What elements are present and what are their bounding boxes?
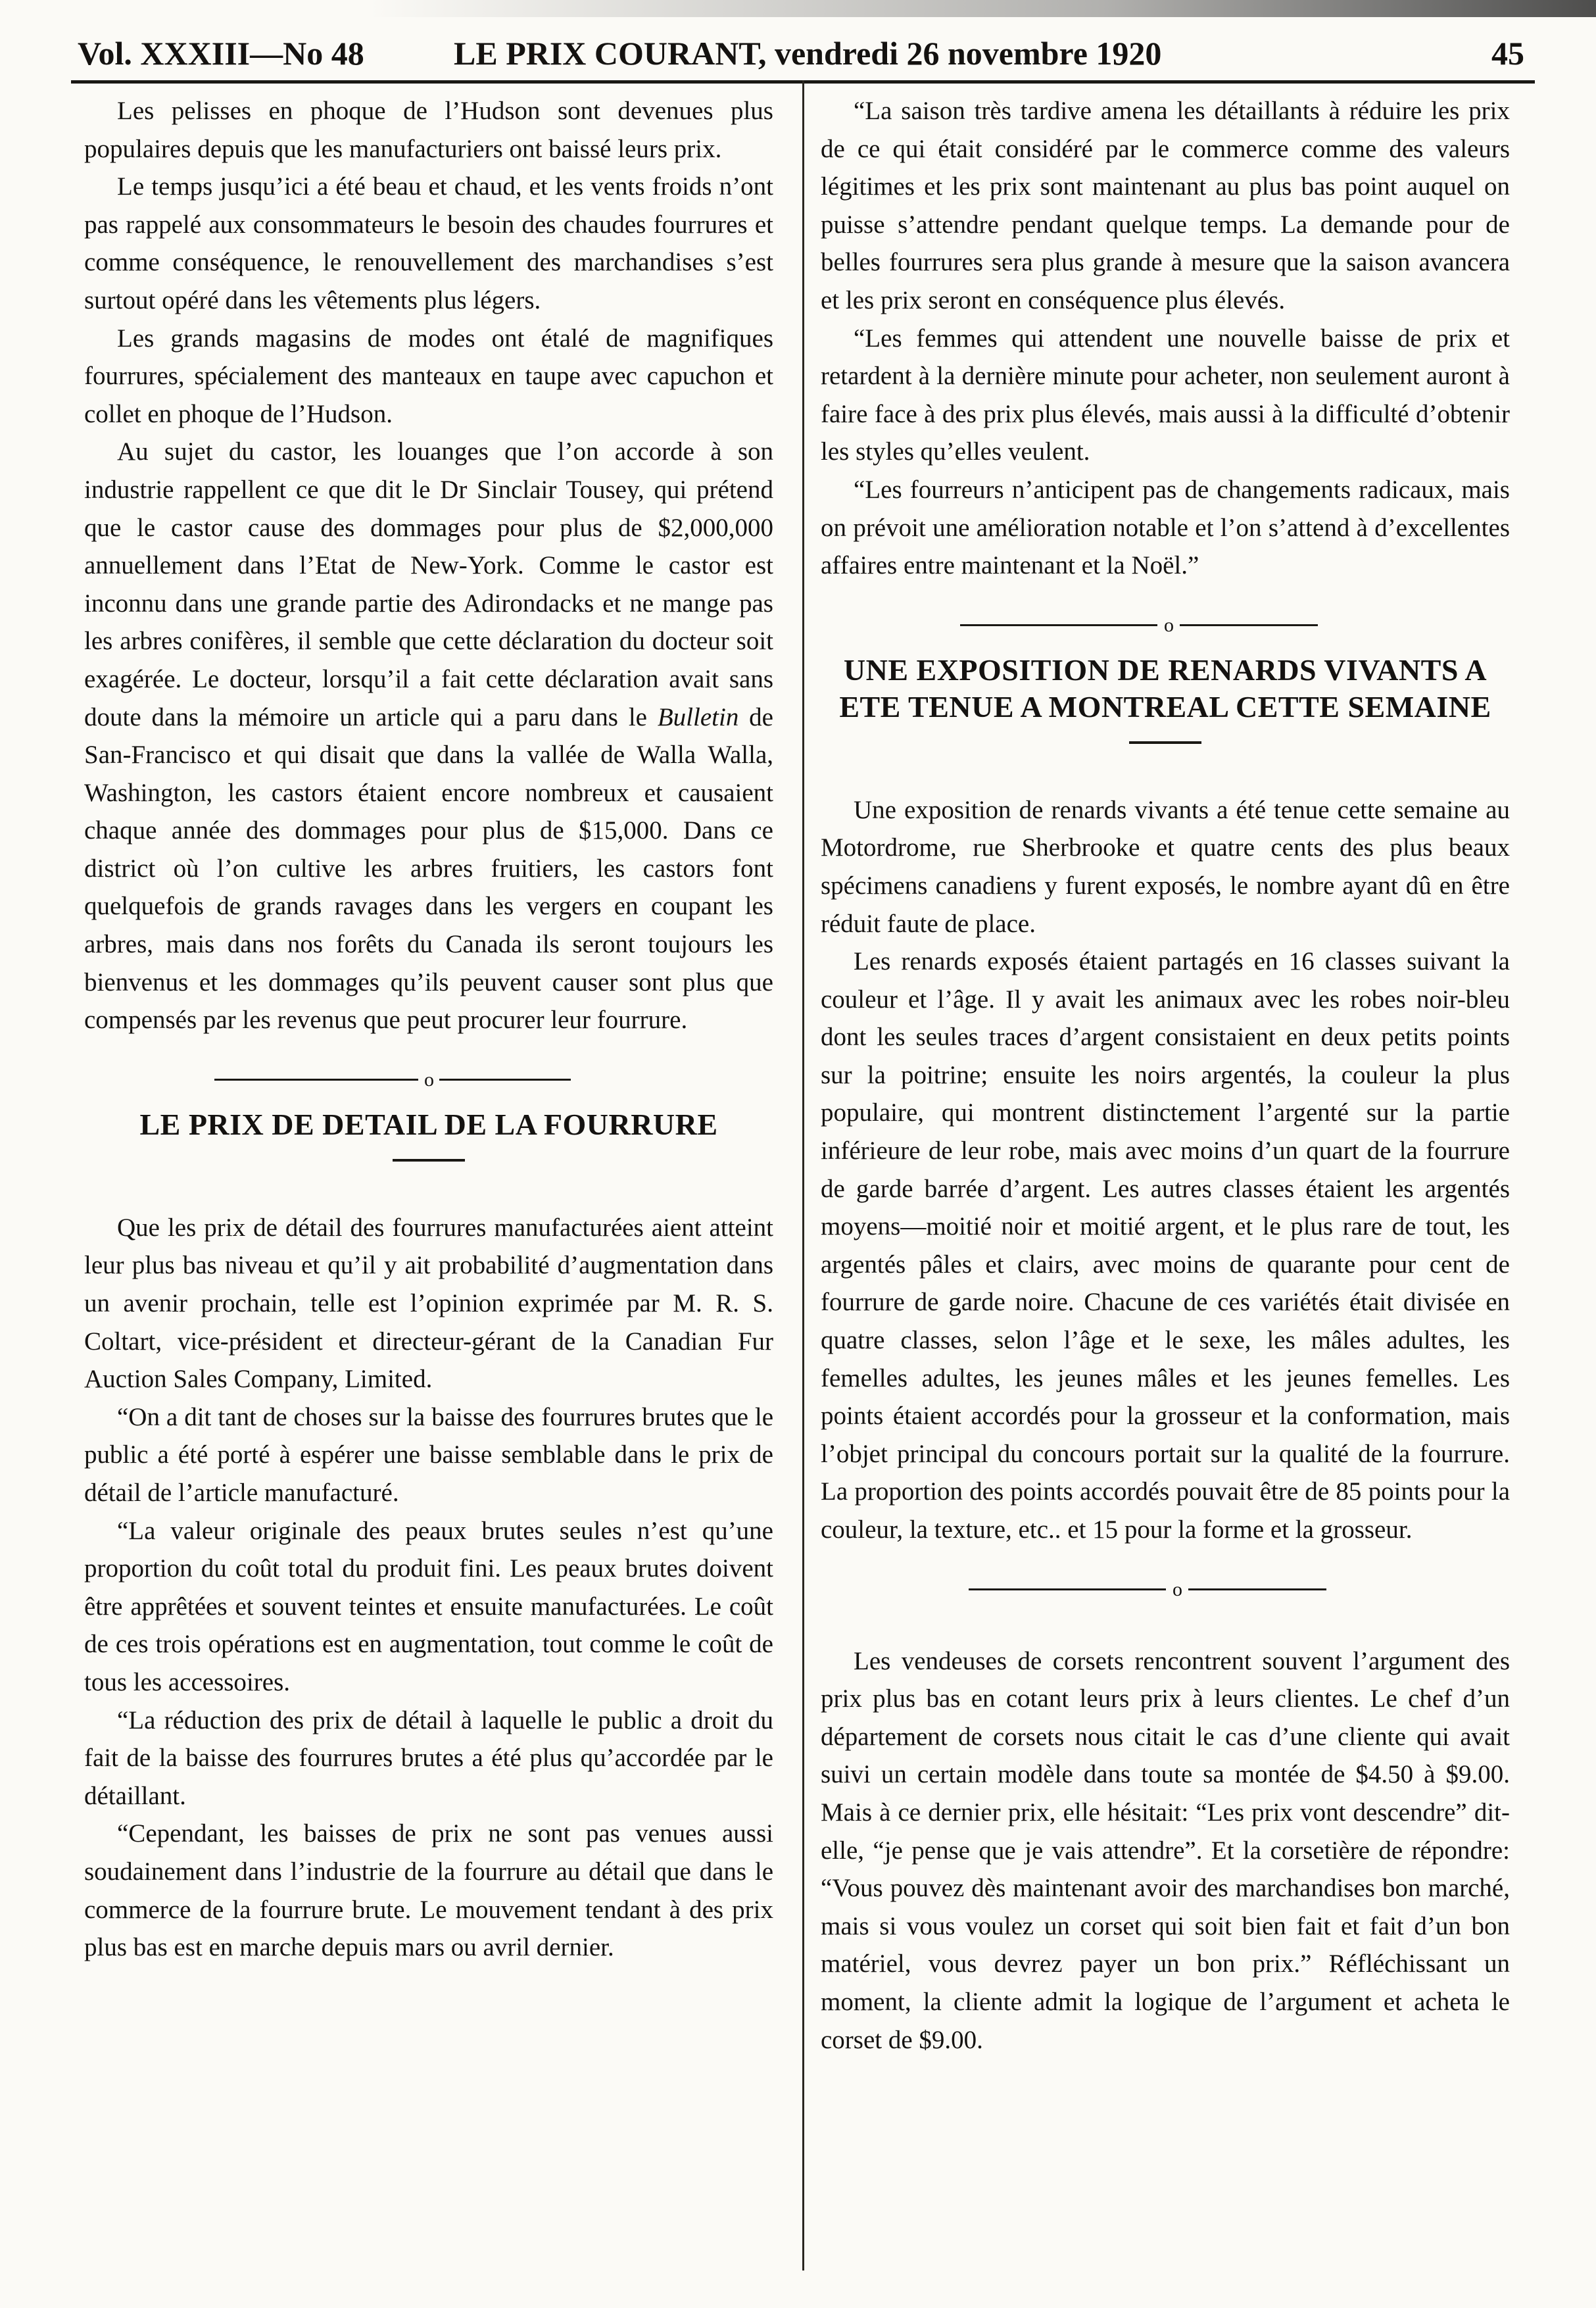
article-heading: LE PRIX DE DETAIL DE LA FOURRURE (139, 1107, 718, 1141)
paragraph: “La saison très tardive amena les détaillants à réduire les prix de ce qui était considéré par le commerce comme des valeurs légitimes et les prix sont maintenant au plus bas point auquel on puisse s’attendre pendant quelque temps. La demande pour de belles fourrures sera plus grande à mesure que la saison avancera et les prix seront en conséquence plus élevés. (821, 97, 1510, 314)
paragraph: Les grands magasins de modes ont étalé de magnifiques fourrures, spécialement des manteaux en taupe avec capuchon et collet en phoque de l’Hudson. (84, 324, 773, 428)
column-divider (802, 80, 804, 2271)
scan-edge-shadow (368, 0, 1596, 17)
paragraph: “La réduction des prix de détail à laquelle le public a droit du fait de la baisse des fourrures brutes a été plus qu’accordée par le détaillant. (84, 1706, 773, 1810)
paragraph: Le temps jusqu’ici a été beau et chaud, et les vents froids n’ont pas rappelé aux consommateurs le besoin des chaudes fourrures et comme conséquence, le renouvellement des marchandises s’est surtout opéré dans les vêtements plus légers. (84, 172, 773, 314)
section-separator (821, 599, 1510, 652)
text-run: de San-Francisco et qui disait que dans la vallée de Walla Walla, Washington, les castors étaient encore nombreux et causaient chaque année des dommages pour plus de $15,000. Dans ce district où l’on cultive les arbres fruitiers, les castors font quelquefois de grands ravages dans les vergers en coupant les arbres, mais dans nos forêts du Canada ils seront toujours les bienvenus et les dommages qu’ils peuvent causer sont plus que compensés par les revenus que peut procurer leur fourrure. (84, 702, 773, 1035)
article-heading: UNE EXPOSITION DE RENARDS VIVANTS A ETE TENUE A MONTREAL CETTE SEMAINE (839, 652, 1491, 724)
paragraph: Les vendeuses de corsets rencontrent souvent l’argument des prix plus bas en cotant leurs prix à leurs clientes. Le chef d’un département de corsets nous citait le cas d’une cliente qui avait suivi un certain modèle dans toute sa montée de $4.50 à $9.00. Mais à ce dernier prix, elle hésitait: “Les prix vont descendre” dit-elle, “je pense que je vais attendre”. Et la corsetière de répondre: “Vous pouvez dès maintenant avoir des marchandises bon marché, mais si vous voulez un corset qui soit bien fait et fait d’un bon matériel, vous devrez payer un bon prix.” Réfléchissant un moment, la cliente admit la logique de l’argument et acheta le corset de $9.00. (821, 1646, 1510, 2054)
heading-rule (84, 1143, 773, 1183)
paragraph: “La valeur originale des peaux brutes seules n’est qu’une proportion du coût total du produit fini. Les peaux brutes doivent être apprêtées et souvent teintes et ensuite manufacturées. Le coût de ces trois opérations est en augmentation, tout comme le coût de tous les accessoires. (84, 1516, 773, 1696)
separator-mark: o (1173, 1578, 1182, 1600)
italic-title: Bulletin (657, 702, 739, 731)
paragraph: “On a dit tant de choses sur la baisse des fourrures brutes que le public a été porté à espérer une baisse semblable dans le prix de détail de l’article manufacturé. (84, 1402, 773, 1507)
section-separator (821, 1563, 1510, 1616)
paragraph: “Les fourreurs n’anticipent pas de changements radicaux, mais on prévoit une amélioration notable et l’on s’attend à d’excellentes affaires entre maintenant et la Noël.” (821, 475, 1510, 580)
paragraph: Les pelisses en phoque de l’Hudson sont devenues plus populaires depuis que les manufacturiers ont baissé leurs prix. (84, 97, 773, 163)
separator-mark: o (1164, 614, 1174, 636)
separator-mark: o (424, 1068, 434, 1091)
page-header (78, 34, 1524, 80)
paragraph: Une exposition de renards vivants a été tenue cette semaine au Motordrome, rue Sherbrooke et quatre cents des plus beaux spécimens canadiens y furent exposés, le nombre ayant dû en être réduit faute de place. (821, 795, 1510, 938)
paragraph-castor (84, 433, 773, 1039)
paragraph: “Les femmes qui attendent une nouvelle baisse de prix et retardent à la dernière minute pour acheter, non seulement auront à faire face à des prix plus élevés, mais aussi à la difficulté d’obtenir les styles qu’elles veulent. (821, 324, 1510, 466)
paragraph: “Cependant, les baisses de prix ne sont pas venues aussi soudainement dans l’industrie de la fourrure au détail que dans le commerce de la fourrure brute. Le mouvement tendant à des prix plus bas est en marche depuis mars ou avril dernier. (84, 1819, 773, 1962)
publication-title: LE PRIX COURANT, vendredi 26 novembre 1920 (454, 35, 1162, 72)
volume-number: Vol. XXXIII—No 48 (78, 35, 364, 72)
heading-rule (821, 725, 1510, 765)
text-run: Au sujet du castor, les louanges que l’on accorde à son industrie rappellent ce que dit le Dr Sinclair Tousey, qui prétend que le castor cause des dommages pour plus de $2,000,000 annuellement dans l’Etat de New-York. Comme le castor est inconnu dans une grande partie des Adirondacks et ne mange pas les arbres conifères, il semble que cette déclaration du docteur soit exagérée. Le docteur, lorsqu’il a fait cette déclaration avait sans doute dans la mémoire un article qui a paru dans le (84, 437, 773, 731)
left-column (84, 92, 773, 1967)
paragraph: Les renards exposés étaient partagés en 16 classes suivant la couleur et l’âge. Il y avait les animaux avec les robes noir-bleu dont les seules traces d’argent consistaient en deux petits points sur la poitrine; ensuite les noirs argentés, la couleur la plus populaire, qui montrent distinctement l’argenté sur la partie inférieure de leur robe, mais avec moins d’un quart de la fourrure de garde barrée d’argent. Les autres classes étaient les argentés moyens—moitié noir et moitié argent, et le plus rare de tout, les argentés pâles et clairs, avec moins de quarante pour cent de fourrure de garde noire. Chacune de ces variétés était divisée en quatre classes, selon l’âge et le sexe, les mâles adultes, les femelles adultes, les jeunes mâles et les jeunes femelles. Les points étaient accordés pour la grosseur et la conformation, mais l’objet principal du concours portait sur la qualité de la fourrure. La proportion des points accordés pouvait être de 85 points pour la couleur, la texture, etc.. et 15 pour la forme et la grosseur. (821, 947, 1510, 1544)
section-separator (84, 1054, 773, 1106)
paragraph: Que les prix de détail des fourrures manufacturées aient atteint leur plus bas niveau et qu’il y ait probabilité d’augmentation dans un avenir prochain, telle est l’opinion exprimée par M. R. S. Coltart, vice-président et directeur-gérant de la Canadian Fur Auction Sales Company, Limited. (84, 1213, 773, 1394)
right-column (821, 92, 1510, 2059)
page-number: 45 (1491, 35, 1524, 72)
